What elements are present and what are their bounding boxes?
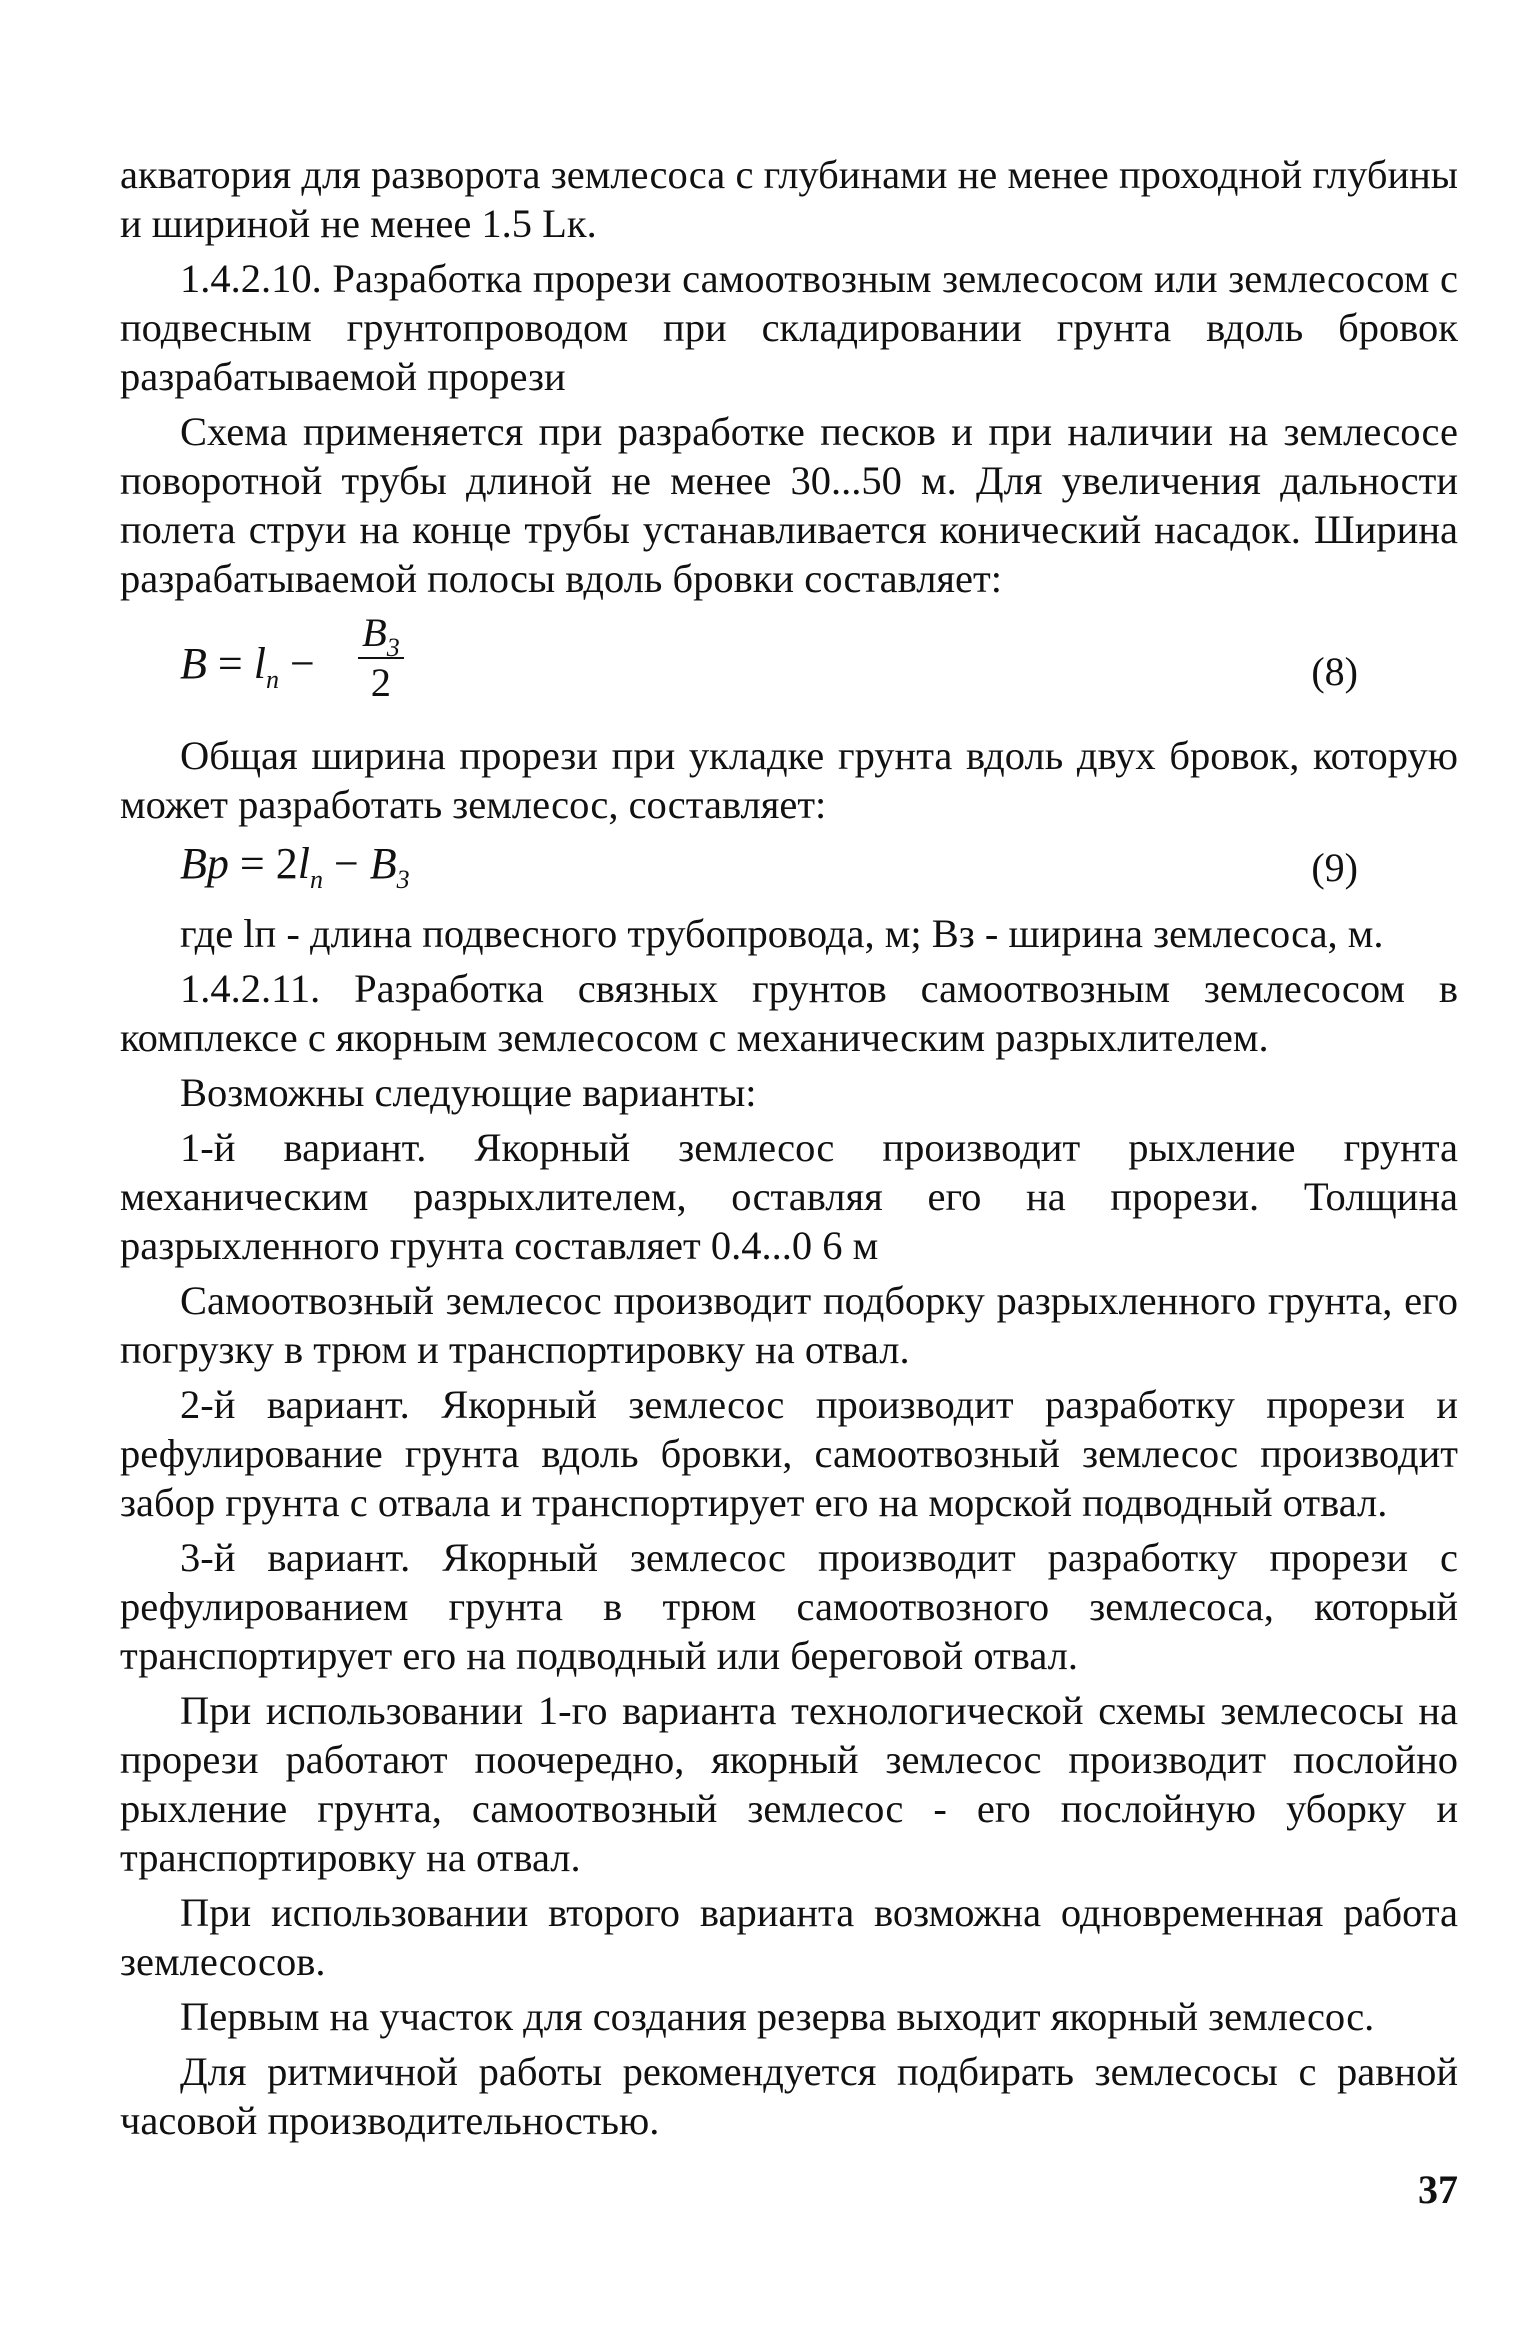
formula-8-num-sub: 3 (386, 633, 400, 662)
formula-9-b: B (369, 839, 397, 888)
page-number: 37 (1418, 2167, 1458, 2212)
section-heading-1-4-2-10: 1.4.2.10. Разработка прорези самоотвозным землесосом или землесосом с подвесным грунтопроводом при складировании грунта вдоль бровок разрабатываемой прорези (120, 256, 1458, 399)
formula-8-var-sub: n (265, 665, 279, 694)
formula-9-var-sub: n (309, 865, 323, 894)
formula-8-denominator: 2 (370, 660, 391, 705)
formula-8-lhs: B (180, 639, 207, 688)
document-page (120, 150, 1458, 2151)
paragraph-11: 3-й вариант. Якорный землесос производит разработку прорези с рефулированием грунта в трюм самоотвозного землесоса, который транспортирует его на подводный или береговой отвал. (120, 1535, 1458, 1678)
paragraph-15: Для ритмичной работы рекомендуется подбирать землесосы с равной часовой производительностью. (120, 2049, 1458, 2143)
section-heading-1-4-2-11: 1.4.2.11. Разработка связных грунтов самоотвозным землесосом в комплексе с якорным землесосом с механическим разрыхлителем. (120, 966, 1458, 1060)
paragraph-13: При использовании второго варианта возможна одновременная работа землесосов. (120, 1890, 1458, 1984)
formula-9-number: (9) (1311, 845, 1358, 890)
formula-8-numerator (358, 609, 404, 662)
paragraph-5: где lп - длина подвесного трубопровода, м; Bз - ширина землесоса, м. (180, 911, 1384, 956)
formula-9-coef: 2 (275, 839, 298, 888)
paragraph-12: При использовании 1-го варианта технологической схемы землесосы на прорези работают поочередно, якорный землесос производит послойно рыхление грунта, самоотвозный землесос - его послойную уборку и транспортировку на отвал. (120, 1688, 1458, 1880)
formula-8-minus: − (289, 639, 315, 688)
formula-8 (120, 609, 1458, 717)
formula-8-eq: = (217, 639, 243, 688)
formula-8-fraction (358, 609, 404, 707)
formula-8-number: (8) (1311, 649, 1358, 694)
formula-8-expression (180, 639, 315, 694)
paragraph-14: Первым на участок для создания резерва выходит якорный землесос. (180, 1994, 1375, 2039)
formula-9-eq: = (239, 839, 265, 888)
formula-9-var: l (297, 839, 310, 888)
formula-9-expression (180, 839, 410, 894)
paragraph-9: Самоотвозный землесос производит подборку разрыхленного грунта, его погрузку в трюм и транспортировку на отвал. (120, 1278, 1458, 1372)
formula-8-num-var: B (362, 610, 387, 655)
paragraph-1: акватория для разворота землесоса с глубинами не менее проходной глубины и шириной не менее 1.5 Lк. (120, 152, 1458, 246)
formula-9-b-sub: 3 (396, 865, 410, 894)
paragraph-7: Возможны следующие варианты: (180, 1070, 757, 1115)
paragraph-3: Схема применяется при разработке песков и при наличии на землесосе поворотной трубы длиной не менее 30...50 м. Для увеличения дальности полета струи на конце трубы устанавливается конический насадок. Ширина разрабатываемой полосы вдоль бровки составляет: (120, 409, 1458, 601)
formula-8-var: l (253, 639, 266, 688)
paragraph-4: Общая ширина прорези при укладке грунта вдоль двух бровок, которую может разработать землесос, составляет: (120, 733, 1458, 827)
formula-9 (120, 835, 1458, 897)
paragraph-8: 1-й вариант. Якорный землесос производит рыхление грунта механическим разрыхлителем, оставляя его на прорези. Толщина разрыхленного грунта составляет 0.4...0 6 м (120, 1125, 1458, 1268)
formula-9-lhs: Bp (180, 839, 229, 888)
paragraph-10: 2-й вариант. Якорный землесос производит разработку прорези и рефулирование грунта вдоль бровки, самоотвозный землесос производит забор грунта с отвала и транспортирует его на морской подводный отвал. (120, 1382, 1458, 1525)
formula-9-minus: − (333, 839, 359, 888)
